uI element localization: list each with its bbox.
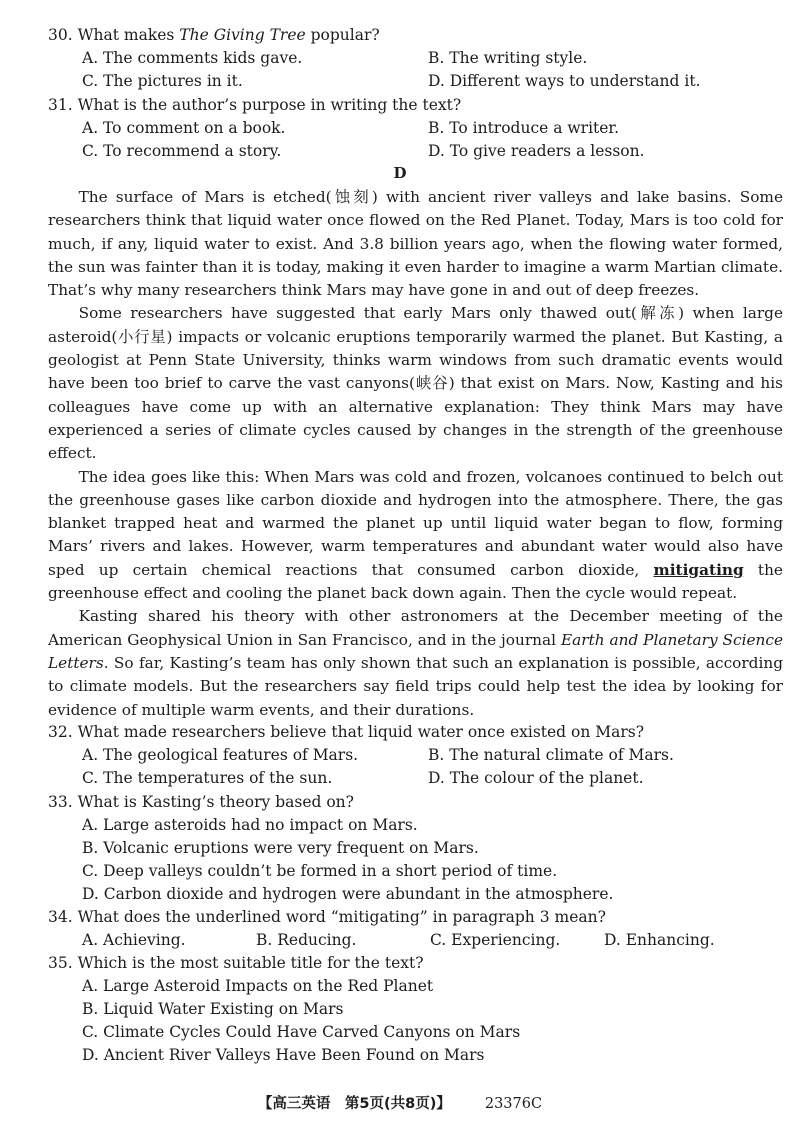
options [48, 814, 768, 906]
underlined-word: mitigating [653, 560, 744, 579]
option-d[interactable]: D. Ancient River Valleys Have Been Found on Mars [82, 1046, 485, 1064]
option-d[interactable]: D. Different ways to understand it. [428, 72, 701, 90]
page-footer [0, 1092, 800, 1113]
option-b[interactable]: B. To introduce a writer. [428, 119, 620, 137]
option-b[interactable]: B. The writing style. [428, 49, 588, 67]
question-stem: 34. What does the underlined word “mitigating” in paragraph 3 mean? [48, 908, 606, 926]
question-30 [48, 24, 768, 93]
option-c[interactable]: C. The temperatures of the sun. [82, 769, 333, 787]
option-a[interactable]: A. The comments kids gave. [82, 49, 303, 67]
options [48, 744, 768, 790]
option-c[interactable]: C. Deep valleys couldn’t be formed in a short period of time. [82, 862, 558, 880]
option-a[interactable]: A. The geological features of Mars. [82, 746, 359, 764]
option-a[interactable]: A. To comment on a book. [82, 119, 286, 137]
option-c[interactable]: C. Experiencing. [430, 931, 561, 949]
question-31 [48, 94, 768, 163]
question-stem: 35. Which is the most suitable title for the text? [48, 954, 424, 972]
option-b[interactable]: B. Liquid Water Existing on Mars [82, 1000, 344, 1018]
option-a[interactable]: A. Achieving. [82, 931, 186, 949]
question-stem: 31. What is the author’s purpose in writing the text? [48, 96, 462, 114]
option-c[interactable]: C. The pictures in it. [82, 72, 243, 90]
question-stem: 33. What is Kasting’s theory based on? [48, 793, 354, 811]
question-stem: 30. What makes The Giving Tree popular? [48, 26, 380, 44]
options [48, 117, 768, 163]
paragraph-1: The surface of Mars is etched(蚀刻) with ancient river valleys and lake basins. Some researchers think that liquid water once flowed on the Red Planet. Today, Mars is too cold for much, if any, liquid water to exist. And 3.8 billion years ago, when the flowing water formed, the sun was fainter than it is today, making it even harder to imagine a warm Martian climate. That’s why many researchers think Mars may have gone in and out of deep freezes. [48, 188, 783, 300]
question-32 [48, 721, 768, 790]
page-label: 【高三英语 第5页(共8页)】 [257, 1096, 451, 1112]
journal-title: Earth and Planetary Science Letters [48, 630, 783, 672]
section-heading: D [393, 164, 407, 182]
option-b[interactable]: B. Volcanic eruptions were very frequent on Mars. [82, 839, 479, 857]
option-b[interactable]: B. Reducing. [256, 931, 357, 949]
question-35 [48, 952, 768, 1067]
paragraph-3: The idea goes like this: When Mars was cold and frozen, volcanoes continued to belch out the greenhouse gases like carbon dioxide and hydrogen into the atmosphere. There, the gas blanket trapped heat and warmed the planet up until liquid water began to flow, forming Mars’ rivers and lakes. However, warm temperatures and abundant water would also have sped up certain chemical reactions that consumed carbon dioxide, mitigating the greenhouse effect and cooling the planet back down again. Then the cycle would repeat. [48, 467, 783, 603]
option-a[interactable]: A. Large Asteroid Impacts on the Red Planet [82, 977, 434, 995]
reading-passage [48, 186, 783, 722]
paragraph-4: Kasting shared his theory with other astronomers at the December meeting of the American Geophysical Union in San Francisco, and in the journal Earth and Planetary Science Letters. So far, Kasting’s team has only shown that such an explanation is possible, according to climate models. But the researchers say field trips could help test the idea by looking for evidence of multiple warm events, and their durations. [48, 607, 783, 719]
option-d[interactable]: D. Carbon dioxide and hydrogen were abundant in the atmosphere. [82, 885, 614, 903]
options [48, 47, 768, 93]
options [48, 929, 768, 952]
question-34 [48, 906, 768, 952]
option-b[interactable]: B. The natural climate of Mars. [428, 746, 674, 764]
exam-code: 23376C [484, 1096, 543, 1112]
book-title: The Giving Tree [179, 26, 306, 44]
option-c[interactable]: C. Climate Cycles Could Have Carved Canyons on Mars [82, 1023, 521, 1041]
option-d[interactable]: D. The colour of the planet. [428, 769, 644, 787]
option-c[interactable]: C. To recommend a story. [82, 142, 282, 160]
option-d[interactable]: D. To give readers a lesson. [428, 142, 645, 160]
options [48, 975, 768, 1067]
question-stem: 32. What made researchers believe that liquid water once existed on Mars? [48, 723, 645, 741]
question-33 [48, 791, 768, 906]
option-d[interactable]: D. Enhancing. [604, 931, 715, 949]
paragraph-2: Some researchers have suggested that early Mars only thawed out(解冻) when large asteroid(小行星) impacts or volcanic eruptions temporarily warmed the planet. But Kasting, a geologist at Penn State University, thinks warm windows from such dramatic events would have been too brief to carve the vast canyons(峡谷) that exist on Mars. Now, Kasting and his colleagues have come up with an alternative explanation: They think Mars may have experienced a series of climate cycles caused by changes in the strength of the greenhouse effect. [48, 304, 783, 463]
option-a[interactable]: A. Large asteroids had no impact on Mars. [82, 816, 418, 834]
